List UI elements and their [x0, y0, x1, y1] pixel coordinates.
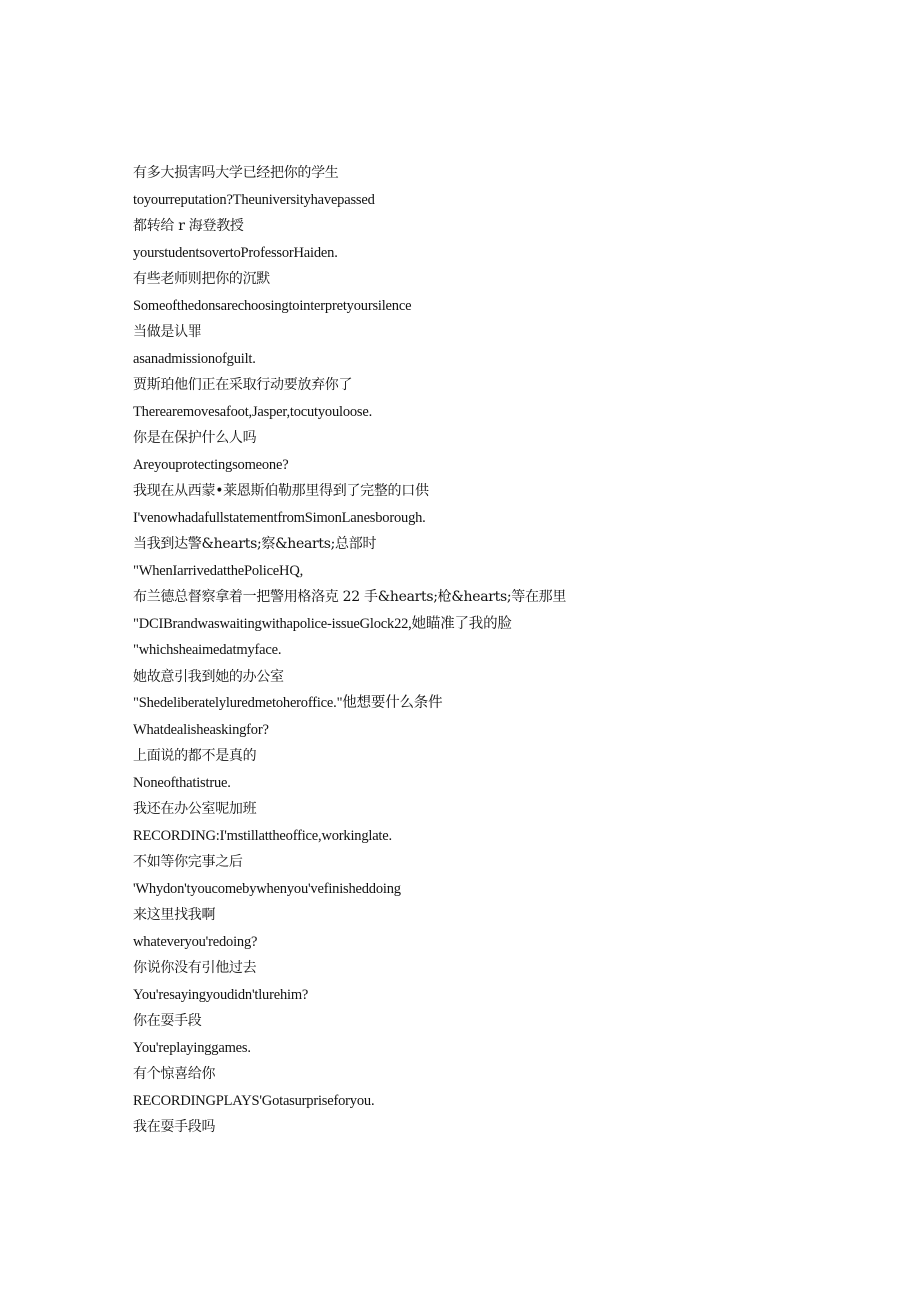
transcript-line-en: RECORDING:I'mstillattheoffice,workinglate.: [133, 827, 392, 844]
transcript-line-zh: 贾斯珀他们正在采取行动要放弃你了: [133, 377, 353, 393]
transcript-line-zh: 都转给 r 海登教授: [133, 218, 244, 234]
transcript-line-en: yourstudentsovertoProfessorHaiden.: [133, 244, 338, 261]
subtitle-transcript: [133, 160, 853, 1141]
transcript-line-zh: 有些老师则把你的沉默: [133, 271, 270, 287]
transcript-line-en: Noneofthatistrue.: [133, 774, 231, 791]
transcript-line-zh: 布兰德总督察拿着一把警用格洛克 22 手&hearts;枪&hearts;等在那里: [133, 589, 567, 605]
transcript-line-en: whateveryou'redoing?: [133, 933, 258, 950]
transcript-line-zh: 我在耍手段吗: [133, 1119, 216, 1135]
transcript-line-zh: 来这里找我啊: [133, 907, 216, 923]
transcript-line-zh: 我现在从西蒙•莱恩斯伯勒那里得到了完整的口供: [133, 483, 429, 499]
transcript-line-en: asanadmissionofguilt.: [133, 350, 256, 367]
transcript-line-en: "Shedeliberatelyluredmetoheroffice."他想要什么条件: [133, 695, 443, 711]
transcript-line-en: "WhenIarrivedatthePoliceHQ,: [133, 562, 304, 579]
transcript-line-en: RECORDINGPLAYS'Gotasurpriseforyou.: [133, 1092, 375, 1109]
transcript-line-en: You'replayinggames.: [133, 1039, 251, 1056]
transcript-line-en: You'resayingyoudidn'tlurehim?: [133, 986, 309, 1003]
transcript-line-zh: 有个惊喜给你: [133, 1066, 216, 1082]
transcript-line-zh: 上面说的都不是真的: [133, 748, 257, 764]
transcript-line-zh: 我还在办公室呢加班: [133, 801, 257, 817]
transcript-line-en: Whatdealisheaskingfor?: [133, 721, 269, 738]
transcript-line-zh: 有多大损害吗大学已经把你的学生: [133, 165, 339, 181]
transcript-line-en: Someofthedonsarechoosingtointerpretyoursilence: [133, 297, 412, 314]
transcript-line-zh: 你是在保护什么人吗: [133, 430, 257, 446]
transcript-line-en: toyourreputation?Theuniversityhavepassed: [133, 191, 375, 208]
transcript-line-zh: 她故意引我到她的办公室: [133, 668, 284, 685]
transcript-line-zh: 你在耍手段: [133, 1013, 202, 1029]
transcript-line-zh: 不如等你完事之后: [133, 854, 243, 870]
transcript-line-en: "whichsheaimedatmyface.: [133, 642, 282, 658]
transcript-line-zh: 当我到达警&hearts;察&hearts;总部时: [133, 536, 377, 552]
transcript-line-en: 'Whydon'tyoucomebywhenyou'vefinisheddoing: [133, 880, 401, 897]
transcript-line-en: Areyouprotectingsomeone?: [133, 456, 289, 473]
transcript-line-zh: 你说你没有引他过去: [133, 960, 257, 976]
transcript-line-en: Therearemovesafoot,Jasper,tocutyouloose.: [133, 403, 373, 420]
transcript-line-zh: 当做是认罪: [133, 324, 202, 340]
transcript-line-en: I'venowhadafullstatementfromSimonLanesborough.: [133, 509, 426, 526]
transcript-line-en: "DCIBrandwaswaitingwithapolice-issueGlock22,她瞄准了我的脸: [133, 615, 512, 632]
